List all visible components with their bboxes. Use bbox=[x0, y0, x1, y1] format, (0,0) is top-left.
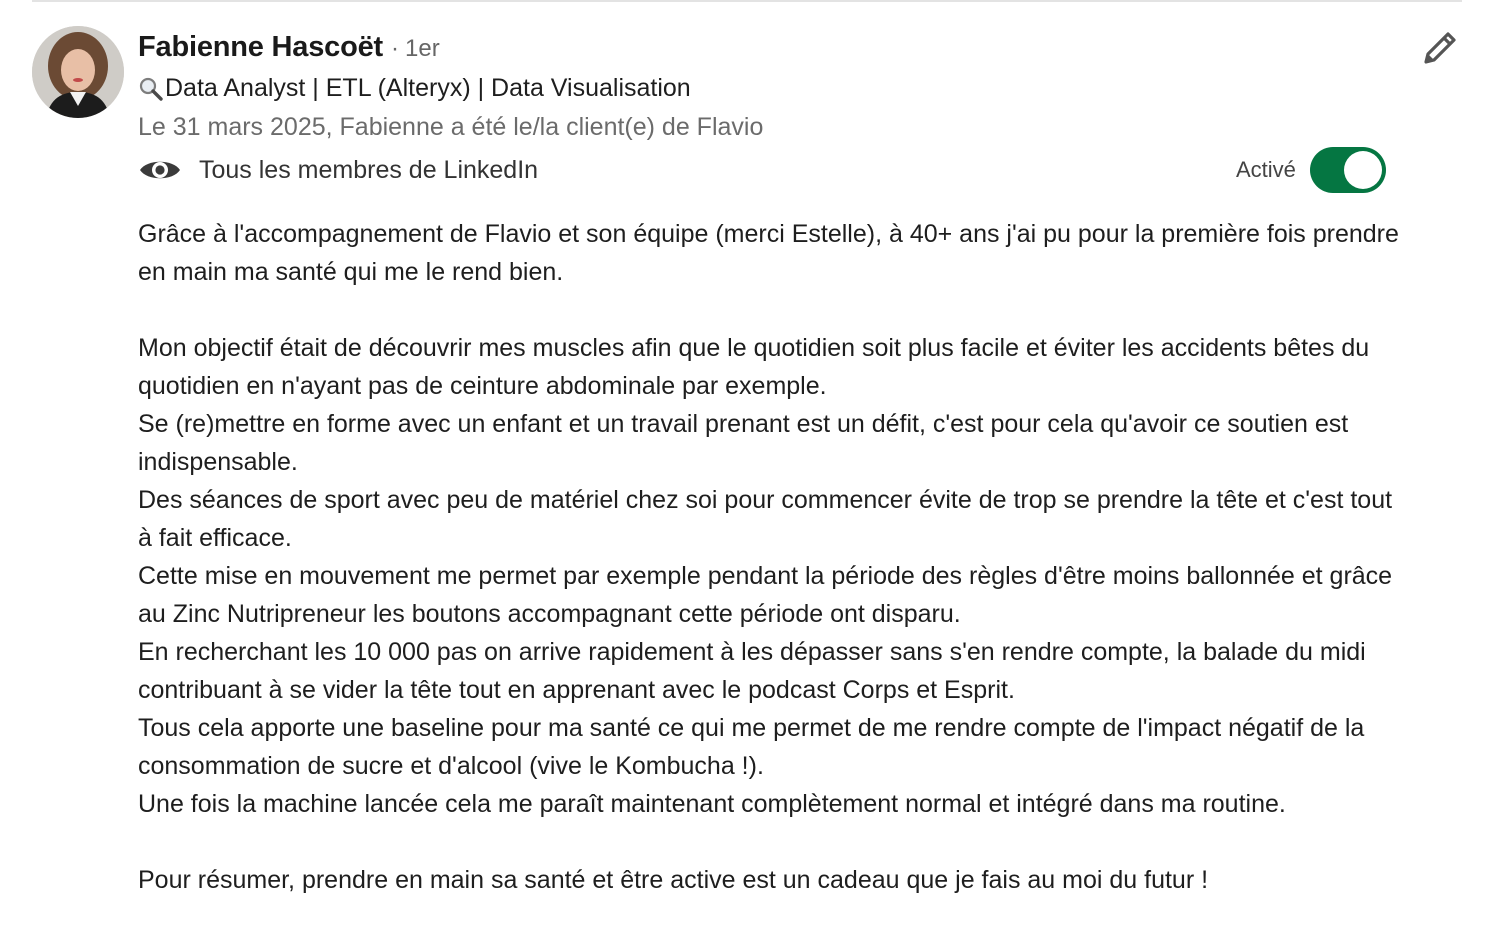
recommender-name-row bbox=[138, 31, 440, 67]
pencil-icon[interactable] bbox=[1418, 26, 1462, 70]
headline-text: Data Analyst | ETL (Alteryx) | Data Visualisation bbox=[165, 74, 691, 102]
visibility-label: Tous les membres de LinkedIn bbox=[199, 155, 539, 184]
top-divider bbox=[32, 0, 1462, 2]
paragraph-gap bbox=[138, 291, 1408, 329]
recommender-name[interactable]: Fabienne Hascoët bbox=[138, 31, 383, 63]
recommendation-paragraph: Une fois la machine lancée cela me paraît maintenant complètement normal et intégré dans ma routine. bbox=[138, 790, 1286, 818]
visibility-setting bbox=[138, 150, 538, 190]
relation-meta: Le 31 mars 2025, Fabienne a été le/la client(e) de Flavio bbox=[138, 113, 764, 141]
recommendation-paragraph: Grâce à l'accompagnement de Flavio et son équipe (merci Estelle), à 40+ ans j'ai pu pour la première fois prendre en main ma santé qui me le rend bien. bbox=[138, 220, 1399, 286]
recommendation-paragraph: Mon objectif était de découvrir mes muscles afin que le quotidien soit plus facile et éviter les accidents bêtes du quotidien en n'ayant pas de ceinture abdominale par exemple. bbox=[138, 334, 1370, 400]
paragraph-gap bbox=[138, 823, 1408, 861]
avatar-photo bbox=[32, 26, 124, 118]
degree-label: 1er bbox=[405, 35, 440, 62]
eye-icon bbox=[138, 155, 182, 185]
connection-degree bbox=[391, 35, 440, 63]
recommender-headline bbox=[138, 74, 691, 103]
recommendation-paragraph: Pour résumer, prendre en main sa santé et être active est un cadeau que je fais au moi du futur ! bbox=[138, 866, 1209, 894]
degree-separator: · bbox=[391, 35, 399, 62]
recommendation-paragraph: Des séances de sport avec peu de matériel chez soi pour commencer évite de trop se prendre la tête et c'est tout à fait efficace. bbox=[138, 486, 1393, 552]
recommendation-paragraph: Tous cela apporte une baseline pour ma santé ce qui me permet de me rendre compte de l'impact négatif de la consommation de sucre et d'alcool (vive le Kombucha !). bbox=[138, 714, 1365, 780]
avatar[interactable] bbox=[32, 26, 124, 118]
toggle-knob bbox=[1344, 151, 1382, 189]
recommendation-paragraph: En recherchant les 10 000 pas on arrive rapidement à les dépasser sans s'en rendre compte, la balade du midi contribuant à se vider la tête tout en apprenant avec le podcast Corps et Esprit. bbox=[138, 638, 1366, 704]
visibility-toggle[interactable] bbox=[1310, 147, 1386, 193]
magnifier-icon bbox=[138, 76, 164, 102]
toggle-area bbox=[1236, 146, 1386, 194]
recommendation-text bbox=[138, 215, 1408, 899]
toggle-label: Activé bbox=[1236, 157, 1296, 182]
recommendation-paragraph: Se (re)mettre en forme avec un enfant et un travail prenant est un défit, c'est pour cela qu'avoir ce soutien est indispensable. bbox=[138, 410, 1349, 476]
recommendation-paragraph: Cette mise en mouvement me permet par exemple pendant la période des règles d'être moins ballonnée et grâce au Zinc Nutripreneur les boutons accompagnant cette période ont disparu. bbox=[138, 562, 1393, 628]
